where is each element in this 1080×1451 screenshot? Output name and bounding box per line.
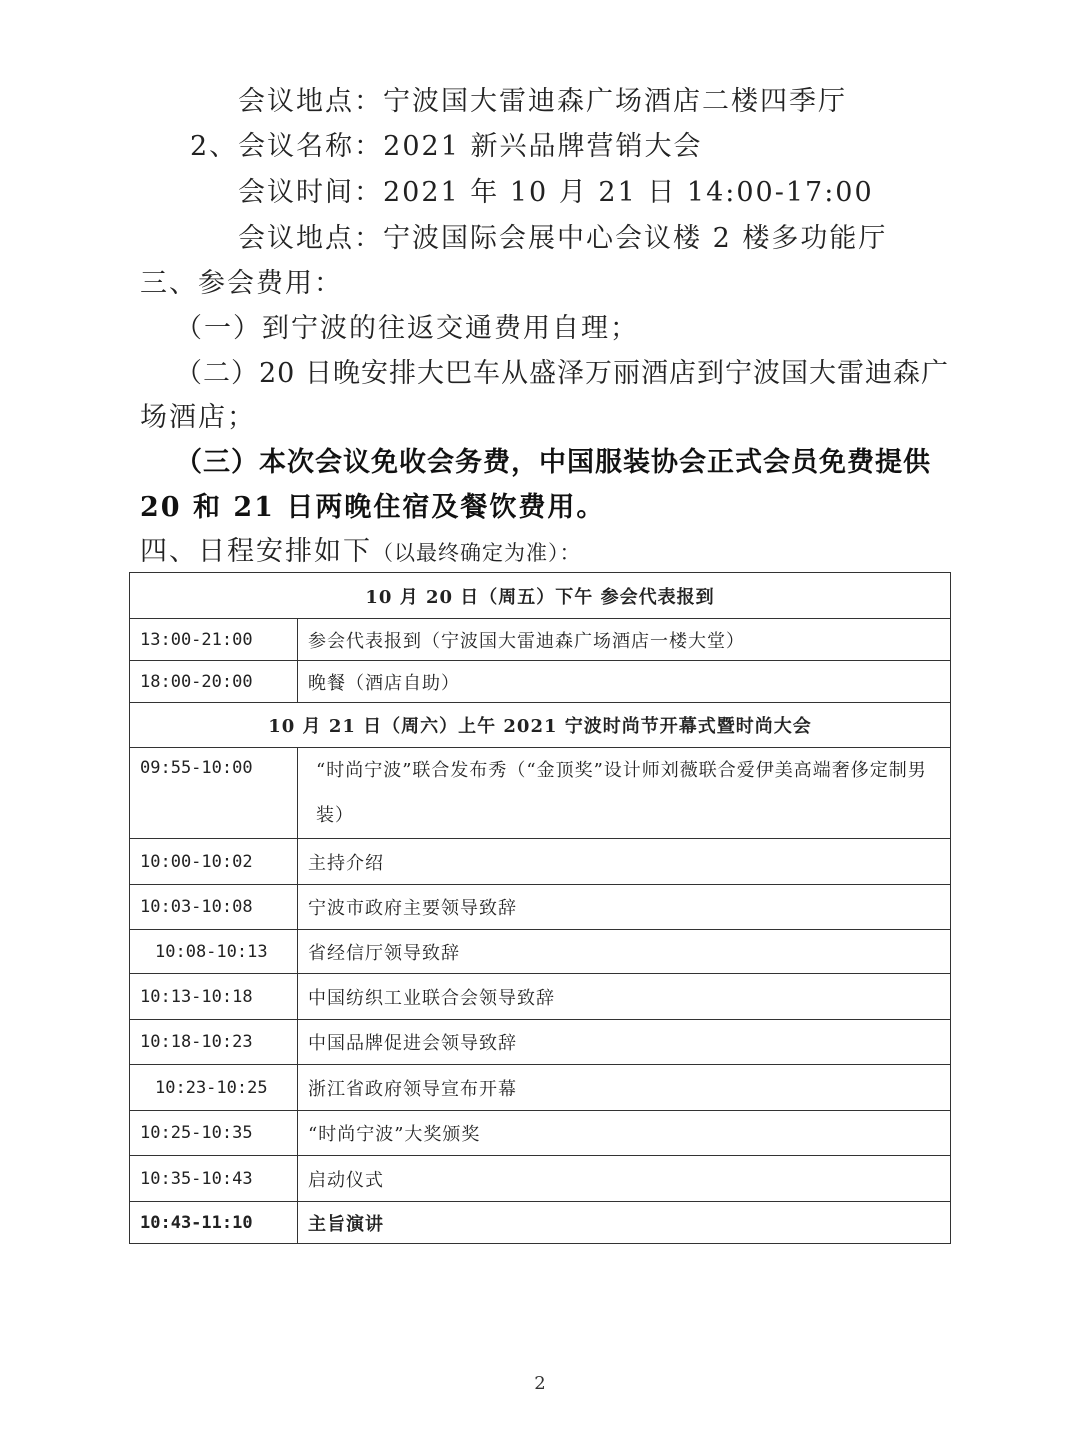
fees-item-3-line-2: 20 和 21 日两晚住宿及餐饮费用。 [140,492,606,523]
time-cell: 10:35-10:43 [130,1156,298,1202]
fees-item-1: （一）到宁波的往返交通费用自理； [175,313,639,344]
time-cell: 10:18-10:23 [130,1020,298,1065]
table-row [130,661,951,703]
time-cell: 10:13-10:18 [130,974,298,1020]
time-cell: 10:00-10:02 [130,839,298,885]
table-row [130,619,951,661]
desc-cell: 中国品牌促进会领导致辞 [298,1020,951,1065]
meeting2-time: 会议时间：2021 年 10 月 21 日 14:00-17:00 [238,177,874,208]
table-row [130,1065,951,1111]
table-row [130,1020,951,1065]
desc-cell: “时尚宁波”大奖颁奖 [298,1111,951,1156]
schedule-table [129,572,951,1244]
desc-cell: 省经信厅领导致辞 [298,930,951,974]
schedule-heading [140,532,582,573]
table-row [130,930,951,974]
page-number: 2 [534,1373,546,1394]
time-cell: 10:08-10:13 [130,930,298,974]
desc-cell: 宁波市政府主要领导致辞 [298,885,951,930]
fees-item-2-line-1: （二）20 日晚安排大巴车从盛泽万丽酒店到宁波国大雷迪森广 [175,358,949,389]
desc-cell: 参会代表报到（宁波国大雷迪森广场酒店一楼大堂） [298,619,951,661]
day1-header-row [130,573,951,619]
time-cell: 10:25-10:35 [130,1111,298,1156]
meeting2-name: 2、会议名称：2021 新兴品牌营销大会 [190,131,703,162]
day1-header: 10 月 20 日（周五）下午 参会代表报到 [130,573,951,619]
desc-cell: 主旨演讲 [298,1202,951,1244]
fees-heading: 三、参会费用： [140,268,343,299]
time-cell: 09:55-10:00 [130,748,298,839]
table-row [130,748,951,839]
time-cell: 10:03-10:08 [130,885,298,930]
desc-cell: 浙江省政府领导宣布开幕 [298,1065,951,1111]
fees-item-2-line-2: 场酒店； [140,402,256,433]
time-cell: 10:23-10:25 [130,1065,298,1111]
desc-cell: 中国纺织工业联合会领导致辞 [298,974,951,1020]
desc-cell: 启动仪式 [298,1156,951,1202]
time-cell: 10:43-11:10 [130,1202,298,1244]
desc-cell: 晚餐（酒店自助） [298,661,951,703]
day2-header-row [130,703,951,748]
schedule-note: （以最终确定为准）： [372,541,582,565]
schedule-heading-text: 四、日程安排如下 [140,536,372,567]
time-cell: 18:00-20:00 [130,661,298,703]
venue-line-1: 会议地点：宁波国大雷迪森广场酒店二楼四季厅 [238,86,847,117]
desc-cell: “时尚宁波”联合发布秀（“金顶奖”设计师刘薇联合爱伊美高端奢侈定制男装） [298,748,951,839]
table-row [130,1111,951,1156]
table-row [130,1156,951,1202]
table-row [130,1202,951,1244]
table-row [130,974,951,1020]
time-cell: 13:00-21:00 [130,619,298,661]
meeting2-venue: 会议地点：宁波国际会展中心会议楼 2 楼多功能厅 [238,223,888,254]
day2-header: 10 月 21 日（周六）上午 2021 宁波时尚节开幕式暨时尚大会 [130,703,951,748]
table-row [130,839,951,885]
desc-cell: 主持介绍 [298,839,951,885]
table-row [130,885,951,930]
fees-item-3-line-1: （三）本次会议免收会务费，中国服装协会正式会员免费提供 [175,447,931,478]
